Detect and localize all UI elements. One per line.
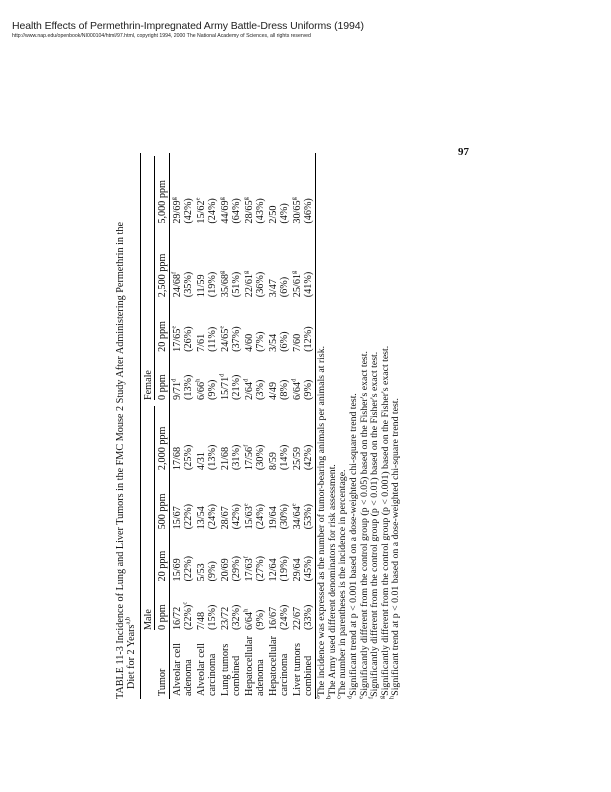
- incidence-cell: 20/69 (29%): [220, 556, 243, 582]
- column-header: 20 ppm: [155, 532, 170, 584]
- tumor-type-cell: Liver tumors combined: [290, 633, 316, 699]
- incidence-cell: 22/67 (33%): [290, 584, 316, 633]
- incidence-cell: 2/50 (4%): [268, 203, 291, 224]
- footnote: $^e$Significantly different from the control group (p < 0.05) based on the Fisher's exact test.: [357, 351, 370, 699]
- column-header: 2,000 ppm: [155, 403, 170, 473]
- document-title: Health Effects of Permethrin-Impregnated Army Battle-Dress Uniforms (1994): [12, 20, 364, 32]
- source-url-line: http://www.nap.edu/openbook/NI000104/html/97.html, copyright 1994, 2000 The National Academy of Sciences, all rights reserved: [12, 33, 311, 39]
- table-caption: [115, 159, 137, 699]
- table-body: [170, 153, 316, 699]
- caption-line-1: TABLE 11-3 Incidence of Lung and Liver Tumors in the FMC Mouse 2 Study After Administering Permethrin in the: [115, 222, 126, 699]
- incidence-cell: 4/60 (7%): [244, 331, 267, 352]
- caption-line-2: Diet for 2 Years$^{a,b}$: [124, 616, 138, 689]
- tumor-incidence-table: [140, 153, 316, 699]
- incidence-cell: 4/49 (8%): [268, 379, 291, 401]
- page-number: 97: [458, 146, 469, 158]
- table-row: [290, 153, 316, 699]
- incidence-cell: 15/69 (22%): [172, 556, 195, 582]
- incidence-cell: 12/64 (19%): [268, 556, 291, 582]
- tumor-type-cell: Hepatocellular adenoma: [244, 636, 267, 696]
- footnote: $^g$Significantly different from the control group (p < 0.001) based on the Fisher's exact test.: [378, 345, 391, 699]
- incidence-cell: 6/66$^h$ (9%): [194, 378, 219, 401]
- caption-footnote-marks: a,b: [124, 616, 132, 625]
- incidence-cell: 21/68 (31%): [220, 444, 243, 471]
- incidence-cell: 29/64 (45%): [290, 532, 316, 584]
- incidence-cell: 17/65e (26%): [170, 325, 195, 352]
- incidence-cell: 29/69$^g$ (42%): [170, 197, 195, 224]
- incidence-cell: 2/64$^d$ (3%): [242, 378, 267, 401]
- incidence-cell: 28/67 (42%): [220, 503, 243, 530]
- incidence-cell: 44/69$^g$ (64%): [218, 197, 243, 224]
- incidence-cell: 23/72 (32%): [220, 604, 243, 631]
- table-row: [194, 153, 218, 699]
- incidence-cell: 7/48 (15%): [196, 604, 219, 631]
- document-header: [12, 20, 364, 39]
- incidence-cell: 34/64e (53%): [290, 473, 316, 532]
- group-header-empty: [141, 633, 156, 699]
- incidence-cell: 17/63$^f$ (27%): [242, 556, 267, 582]
- incidence-cell: 22/61$^g$ (36%): [242, 270, 267, 298]
- rotated-table-block: [115, 159, 441, 699]
- footnote: $^b$The Army used different denominators for risk assessment.: [325, 464, 338, 699]
- incidence-cell: 35/68$^g$ (51%): [218, 270, 243, 298]
- incidence-cell: 25/61$^g$ (41%): [290, 227, 316, 301]
- incidence-cell: 15/71$^d$ (21%): [218, 373, 243, 401]
- footnote: $^a$The incidence was expressed as the number of tumor-bearing animals per animals at risk.: [314, 345, 328, 699]
- table-footnotes: [314, 159, 402, 699]
- incidence-cell: 16/67 (24%): [268, 604, 291, 631]
- tumor-type-cell: Alveolar cell adenoma: [172, 643, 195, 696]
- incidence-cell: 15/67 (22%): [172, 503, 195, 530]
- incidence-cell: 8/59 (14%): [268, 444, 291, 471]
- column-header: 20 ppm: [155, 300, 170, 355]
- incidence-cell: 24/68$^f$ (35%): [170, 271, 195, 298]
- incidence-cell: 6/64$^d$ (9%): [290, 355, 316, 403]
- tumor-type-cell: Alveolar cell carcinoma: [196, 643, 219, 696]
- incidence-cell: 15/62e (24%): [194, 197, 219, 224]
- column-header: 2,500 ppm: [155, 227, 170, 301]
- incidence-cell: 13/54 (24%): [196, 503, 219, 530]
- tumor-type-cell: Lung tumors combined: [220, 643, 243, 696]
- footnote: $^h$Significant trend at p < 0.01 based on a dose-weighted chi-square trend test.: [389, 398, 402, 699]
- table-row: [170, 153, 195, 699]
- column-header: 5,000 ppm: [155, 153, 170, 227]
- incidence-cell: 3/54 (6%): [268, 331, 291, 352]
- group-header-male: Male: [141, 403, 156, 633]
- incidence-cell: 5/53 (9%): [196, 561, 219, 582]
- footnote: $^c$The number in parentheses is the incidence in percentage.: [336, 469, 349, 699]
- incidence-cell: 9/71$^d$ (13%): [170, 374, 195, 401]
- table-row: [266, 153, 290, 699]
- column-header-row: [155, 153, 170, 699]
- column-header: 0 ppm: [155, 584, 170, 633]
- incidence-cell: 17/56$^f$ (30%): [242, 444, 267, 471]
- table-row: [242, 153, 266, 699]
- table-row: [218, 153, 242, 699]
- incidence-cell: 30/65$^g$ (46%): [290, 153, 316, 227]
- incidence-cell: 3/47 (6%): [268, 276, 291, 298]
- column-header: 500 ppm: [155, 473, 170, 532]
- incidence-cell: 7/61 (11%): [196, 326, 219, 352]
- incidence-cell: 15/63e (24%): [242, 503, 267, 530]
- incidence-cell: 7/60 (12%): [290, 300, 316, 355]
- group-header-female: Female: [141, 153, 156, 403]
- footnote: $^d$Significant trend at p < 0.001 based on a dose-weighted chi-square trend test.: [346, 393, 359, 699]
- incidence-cell: 19/64 (30%): [268, 503, 291, 530]
- column-header: Tumor: [155, 633, 170, 699]
- footnote: $^f$Significantly different from the control group (p < 0.01) based on the Fisher's exact test.: [367, 351, 381, 699]
- tumor-type-cell: Hepatocellular carcinoma: [268, 636, 291, 696]
- column-header: 0 ppm: [155, 355, 170, 403]
- incidence-cell: 16/72 $(22\%)^c$: [172, 601, 195, 631]
- incidence-cell: 28/65$^g$ (43%): [242, 197, 267, 224]
- incidence-cell: 24/65e (37%): [218, 325, 243, 352]
- incidence-cell: 17/68 (25%): [172, 444, 195, 471]
- incidence-cell: 6/64$^h$ (9%): [242, 608, 267, 631]
- incidence-cell: 4/31 (13%): [196, 444, 219, 471]
- incidence-cell: 25/59 (42%): [290, 403, 316, 473]
- incidence-cell: 11/59 (19%): [196, 271, 219, 298]
